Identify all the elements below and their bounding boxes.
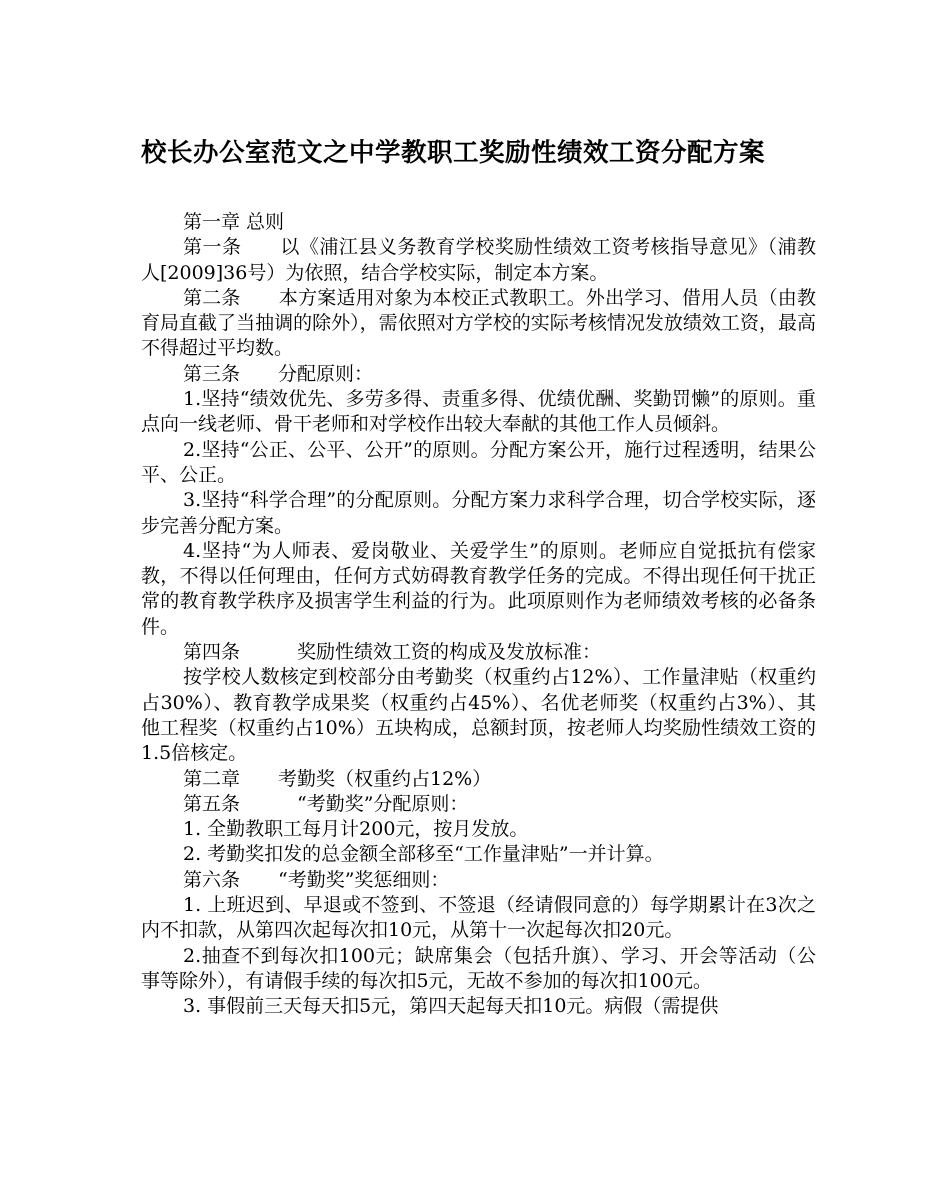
list-item-paragraph: 3.坚持“科学合理”的分配原则。分配方案力求科学合理，切合学校实际，逐步完善分配方案。 [141, 489, 816, 537]
list-item-paragraph: 3. 事假前三天每天扣5元，第四天起每天扣10元。病假（需提供 [183, 995, 719, 1018]
article-paragraph: 第六条 “考勤奖”奖惩细则： [183, 868, 450, 891]
list-item-paragraph: 4.坚持“为人师表、爱岗敬业、关爱学生”的原则。老师应自觉抵抗有偿家教，不得以任何理由，任何方式妨碍教育教学任务的完成。不得出现任何干扰正常的教育教学秩序及损害学生利益的行为。此项原则作为老师绩效考核的必备条件。 [141, 539, 816, 638]
chapter-heading: 第二章 考勤奖（权重约占12%） [183, 767, 492, 790]
chapter-heading: 第一章 总则 [183, 211, 285, 233]
article-paragraph: 第五条 “考勤奖”分配原则： [183, 792, 469, 815]
article-paragraph: 第三条 分配原则： [183, 362, 374, 385]
list-item-paragraph: 2. 考勤奖扣发的总金额全部移至“工作量津贴”一并计算。 [183, 843, 664, 866]
list-item-paragraph: 1. 全勤教职工每月计200元，按月发放。 [183, 818, 529, 841]
document-title: 校长办公室范文之中学教职工奖励性绩效工资分配方案 [141, 138, 766, 168]
document-body [141, 210, 816, 1020]
article-paragraph: 第四条 奖励性绩效工资的构成及发放标准： [183, 641, 602, 664]
list-item-paragraph: 2.抽查不到每次扣100元；缺席集会（包括升旗）、学习、开会等活动（公事等除外），有请假手续的每次扣5元，无故不参加的每次扣100元。 [141, 944, 816, 992]
article-paragraph: 第一条 以《浦江县义务教育学校奖励性绩效工资考核指导意见》（浦教人[2009]36号）为依照，结合学校实际，制定本方案。 [141, 236, 816, 284]
list-item-paragraph: 1.坚持“绩效优先、多劳多得、责重多得、优绩优酬、奖勤罚懒”的原则。重点向一线老师、骨干老师和对学校作出较大奉献的其他工作人员倾斜。 [141, 388, 816, 436]
body-paragraph: 按学校人数核定到校部分由考勤奖（权重约占12%）、工作量津贴（权重约占30%）、教育教学成果奖（权重约占45%）、名优老师奖（权重约占3%）、其他工程奖（权重约占10%）五块构成，总额封顶，按老师人均奖励性绩效工资的1.5倍核定。 [141, 666, 816, 765]
article-paragraph: 第二条 本方案适用对象为本校正式教职工。外出学习、借用人员（由教育局直截了当抽调的除外），需依照对方学校的实际考核情况发放绩效工资，最高不得超过平均数。 [141, 286, 816, 360]
list-item-paragraph: 2.坚持“公正、公平、公开”的原则。分配方案公开，施行过程透明，结果公平、公正。 [141, 438, 816, 486]
list-item-paragraph: 1. 上班迟到、早退或不签到、不签退（经请假同意的）每学期累计在3次之内不扣款，从第四次起每次扣10元，从第十一次起每次扣20元。 [141, 894, 816, 942]
